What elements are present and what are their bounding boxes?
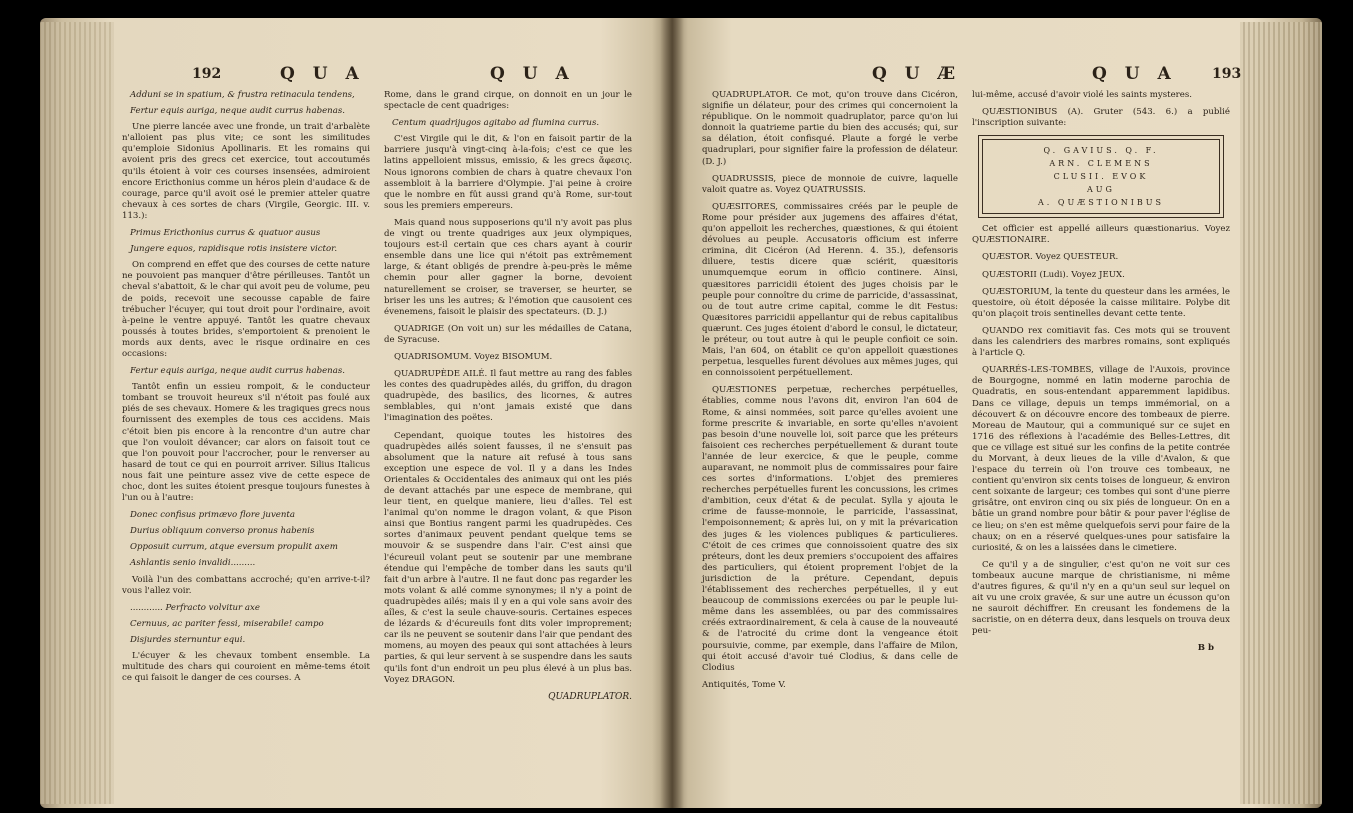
verse-line: Opposuit currum, atque eversum propulit axem bbox=[130, 542, 338, 553]
right-page-column-1 bbox=[702, 90, 958, 691]
verse-line: Fertur equis auriga, neque audit currus habenas. bbox=[130, 106, 345, 117]
paragraph: QUÆSTORII (Ludi). Voyez JEUX. bbox=[982, 269, 1125, 280]
verse-line: Durius obliquum converso pronus habenis bbox=[130, 526, 315, 537]
volume-label: Antiquités, Tome V. bbox=[702, 679, 786, 690]
page-footer bbox=[702, 680, 958, 691]
paragraph: QUÆSTOR. Voyez QUESTEUR. bbox=[982, 252, 1119, 263]
inscription-line: A. QUÆSTIONIBUS bbox=[1038, 198, 1164, 208]
verse-line: Adduni se in spatium, & frustra retinacula tendens, bbox=[130, 90, 355, 100]
page-edge-right bbox=[1240, 22, 1322, 804]
paragraph: On comprend en effet que des courses de cette nature ne pouvoient pas manquer d'être périlleuses. Tantôt un cheval s'abattoit, & le char qui avoit peu de volume, peu de poids, recevoit une secousse capable de faire trébucher l'écuyer, qui tout droit pour l'ordinaire, avoit à-peine le ventre appuyé. Tantôt les quatre chevaux poussés à toutes brides, s'emportoient & prenoient le mords aux dents, avec le risque ordinaire en ces occasions: bbox=[122, 260, 370, 359]
verse-line: Cernuus, ac pariter fessi, miserabile! campo bbox=[130, 618, 324, 629]
paragraph: Voilà l'un des combattans accroché; qu'en arrive-t-il? vous l'allez voir. bbox=[122, 574, 370, 596]
paragraph: QUADRISOMUM. Voyez BISOMUM. bbox=[394, 351, 553, 362]
inscription-line: AUG bbox=[1087, 185, 1115, 195]
inscription-box bbox=[978, 135, 1224, 218]
paragraph: QUÆSTIONES perpetuæ, recherches perpétuelles, établies, comme nous l'avons dit, environ l'an 604 de Rome, & ainsi nommées, soit parce qu'elles avoient une forme prescrite & invariable, en sorte qu'elles n'avoient pas besoin d'une nouvelle loi, soit parce que les préteurs faisoient ces recherches perpétuellement & durant toute l'année de leur exercice, & que le peuple, comme auparavant, ne nommoit plus de commissaires pour faire ces sortes d'informations. L'objet des premieres recherches perpétuelles furent les concussions, les crimes d'ambition, ceux d'état & de peculat. Sylla y ajouta le crime de fausse-monnoie, le parricide, l'assassinat, l'empoisonnement; & après lui, on y mit la prévarication des juges & les violences publiques & particulieres. C'étoit de ces crimes que connoissoient quatre des six préteurs, dont les deux premiers s'occupoient des affaires des particuliers, qui étoient proprement l'objet de la jurisdiction de la préture. Cependant, depuis l'établissement des recherches perpétuelles, il y eut beaucoup de commissions exercées ou par le peuple lui-même dans les assemblées, ou par des commissaires créés extraordinairement, & cela à cause de la nouveauté & de l'atrocité du crime dont la vengeance étoit poursuivie, comme, par exemple, dans l'affaire de Milon, qui étoit accusé d'avoir tué Clodius, & dans celle de Clodius bbox=[702, 385, 958, 673]
verse-line: Disjurdes sternuntur equi. bbox=[130, 634, 246, 645]
page-number-left: 192 bbox=[192, 66, 222, 82]
verse-line: Jungere equos, rapidisque rotis insistere victor. bbox=[130, 244, 338, 255]
verse-line: ............ Perfracto volvitur axe bbox=[130, 602, 260, 613]
paragraph: QUÆSTORIUM, la tente du questeur dans les armées, le questoire, où étoit déposée la caisse militaire. Polybe dit qu'on plaçoit trois sentinelles devant cette tente. bbox=[972, 286, 1230, 319]
verse-line: Ashlantis senio invalidi......... bbox=[130, 558, 256, 569]
paragraph: Rome, dans le grand cirque, on donnoit en un jour le spectacle de cent quadriges: bbox=[384, 90, 632, 112]
paragraph: QUANDO rex comitiavit fas. Ces mots qui se trouvent dans les calendriers des marbres romains, sont expliqués à l'article Q. bbox=[972, 325, 1230, 359]
running-header-right-col1: Q U Æ bbox=[872, 64, 962, 84]
paragraph: QUADRUPLATOR. Ce mot, qu'on trouve dans Cicéron, signifie un délateur, pour des crimes qui concernoient la république. On le nommoit quadruplator, parce qu'on lui donnoit la quatrieme partie du bien des accusés; qui, sur sa délation, étoit confisqué. Plaute a forgé le verbe quadruplari, pour signifier faire la profession de délateur. (D. J.) bbox=[702, 90, 958, 167]
paragraph: Cet officier est appellé ailleurs quæstionarius. Voyez QUÆSTIONAIRE. bbox=[972, 224, 1230, 246]
running-header-right-col2: Q U A bbox=[1092, 64, 1177, 84]
left-page-column-1 bbox=[122, 90, 370, 690]
verse-line: Primus Ericthonius currus & quatuor ausus bbox=[130, 228, 321, 239]
paragraph: Ce qu'il y a de singulier, c'est qu'on ne voit sur ces tombeaux aucune marque de christianisme, ni même d'autres figures, & qu'il n'y en a qu'un seul sur lequel on ait vu une croix gravée, & sur une autre un écusson qu'on ne sauroit déchiffrer. En creusant les fondemens de la sacristie, on en déterra deux, dans lesquels on trouva deux peu- bbox=[972, 559, 1230, 637]
right-page-column-2 bbox=[972, 90, 1230, 655]
signature-mark: B b bbox=[1197, 643, 1214, 654]
page-number-right: 193 bbox=[1212, 66, 1242, 82]
running-header-left-col1: Q U A bbox=[280, 64, 365, 84]
running-header-left-col2: Q U A bbox=[490, 64, 575, 84]
paragraph: QUÆSITORES, commissaires créés par le peuple de Rome pour présider aux jugemens des affaires d'état, qu'on appelloit les recherches, quæstiones, & qui étoient dévolues au peuple. Accusatoris officium est inferre crimina, dit Cicéron (Ad Herenn. 4. 35.), defensoris diluere, testis dicere quæ sciérit, quæsitoris unumquemque eorum in officio continere. Ainsi, quæsitores parricidii étoient des juges choisis par le peuple pour connoître du crime de parricide, d'assassinat, ou de tout autre crime capital, comme le dit Festus: Quæsitores parricidii appellantur qui de rebus capitalibus quærunt. Ces juges étoient d'abord le consul, le dictateur, le préteur, ou tout autre à qui le peuple confioit ce soin. Mais, l'an 604, on établit ce qu'on appelloit quæstiones perpetua, lesquelles furent dévolues aux mêmes juges, qui en connoissoient perpétuellement. bbox=[702, 201, 958, 379]
verse-line: Donec confisus primævo flore juventa bbox=[130, 510, 295, 521]
paragraph: QUARRÉS-LES-TOMBES, village de l'Auxois, province de Bourgogne, nommé en latin moderne parochia de Quadratis, en sous-entendant apparemment lapidibus. Dans ce village, depuis un temps immémorial, on a découvert & on découvre encore des tombeaux de pierre. Moreau de Mautour, qui a communiqué sur ce sujet en 1716 des réflexions à l'académie des Belles-Lettres, dit que ce village est situé sur les confins de la petite contrée du Morvant, à deux lieues de la ville d'Avalon, & que l'espace du terrein où l'on trouve ces tombeaux, ne contient qu'environ six cents toises de longueur, & environ cent soixante de largeur; ces tombes qui sont d'une pierre grisâtre, ont environ cinq ou six piés de longueur. On en a bâtie un grand nombre pour bâtir & pour paver l'église de ce lieu; on s'en est même quelquefois servi pour faire de la chaux; on en a réservé quelques-unes pour satisfaire la curiosité, & on les a laissées dans le cimetiere. bbox=[972, 365, 1230, 553]
paragraph: L'écuyer & les chevaux tombent ensemble. La multitude des chars qui couroient en même-tems étoit ce qui faisoit le danger de ces courses. A bbox=[122, 651, 370, 684]
paragraph: lui-même, accusé d'avoir violé les saints mysteres. bbox=[972, 90, 1193, 100]
paragraph: QUADRUPÈDE AILÉ. Il faut mettre au rang des fables les contes des quadrupèdes ailés, du griffon, du dragon quadrupède, des basilics, des licornes, & autres semblables, qui n'ont jamais existé que dans l'imagination des poëtes. bbox=[384, 369, 632, 424]
verse-line: Centum quadrijugos agitabo ad flumina currus. bbox=[392, 118, 600, 129]
book-gutter bbox=[660, 18, 684, 808]
paragraph: Une pierre lancée avec une fronde, un trait d'arbalète n'alloient pas plus vite; ce sont les similitudes qu'emploie Sidonius Apollinaris. Et les romains qui avoient pris des grecs cet exercice, tout accoutumés qu'ils étoient à voir ces courses insensées, admiroient encore Ericthonius comme un héros plein d'audace & de courage, parce qu'il avoit osé le premier atteler quatre chevaux à ces sortes de chars (Virgile, Georgic. III. v. 113.): bbox=[122, 122, 370, 221]
inscription-line: Q. GAVIUS. Q. F. bbox=[1043, 146, 1159, 156]
catchword: QUADRUPLATOR. bbox=[548, 691, 632, 702]
right-page bbox=[672, 18, 1322, 808]
left-page-column-2 bbox=[384, 90, 632, 703]
open-book bbox=[40, 18, 1322, 808]
inscription-line: ARN. CLEMENS bbox=[1049, 159, 1153, 169]
paragraph: QUADRUSSIS, piece de monnoie de cuivre, laquelle valoit quatre as. Voyez QUATRUSSIS. bbox=[702, 173, 958, 195]
verse-line: Fertur equis auriga, neque audit currus habenas. bbox=[130, 366, 345, 377]
paragraph: QUÆSTIONIBUS (A). Gruter (543. 6.) a publié l'inscription suivante: bbox=[972, 107, 1230, 129]
inscription-line: CLUSII. EVOK bbox=[1053, 172, 1149, 182]
paragraph: Tantôt enfin un essieu rompoit, & le conducteur tombant se trouvoit heureux s'il n'étoit pas foulé aux piés de ses chevaux. Homere & les tragiques grecs nous fournissent des exemples de tous ces accidens. Mais c'étoit bien pis encore à la rencontre d'un autre char que l'on vouloit dévancer; car alors on faisoit tout ce que l'on pouvoit pour l'accrocher, pour le renverser au hasard de tout ce qui en pourroit arriver. Silius Italicus nous fait une peinture assez vive de cette espece de choc, dont les suites étoient presque toujours funestes à l'un ou à l'autre: bbox=[122, 382, 370, 504]
paragraph: C'est Virgile qui le dit, & l'on en faisoit partir de la barriere jusqu'à vingt-cinq à-la-fois; c'est ce que les latins appelloient missus, emissio, & les grecs ἄφεσις. Nous ignorons combien de chars à quatre chevaux l'on assembloit à la barriere d'Olympie. J'ai peine à croire que le nombre en fût aussi grand qu'à Rome, sur-tout sous les premiers empereurs. bbox=[384, 134, 632, 211]
page-edge-left bbox=[40, 22, 114, 804]
left-page bbox=[40, 18, 672, 808]
paragraph: QUADRIGE (On voit un) sur les médailles de Catana, de Syracuse. bbox=[384, 323, 632, 345]
paragraph: Mais quand nous supposerions qu'il n'y avoit pas plus de vingt ou trente quadriges aux jeux olympiques, toujours est-il certain que ces chars ayant à courir ensemble dans une lice qui n'étoit pas extrêmement large, & étant obligés de prendre à-peu-près le même chemin pour aller gagner la borne, devoient naturellement se croiser, se traverser, se heurter, se briser les uns les autres; & l'émotion que causoient ces évenemens, faisoit le plaisir des spectateurs. (D. J.) bbox=[384, 217, 632, 317]
paragraph: Cependant, quoique toutes les histoires des quadrupèdes ailés soient fausses, il ne s'ensuit pas absolument que la nature ait refusé à tous sans exception une espece de vol. Il y a dans les Indes Orientales & Occidentales des animaux qui ont les piés de devant attachés par une espece de membrane, qui leur tient, en quelque maniere, lieu d'aîles. Tel est l'animal qu'on nomme le dragon volant, & que Pison ainsi que Bontius rangent parmi les quadrupèdes. Ces sortes d'animaux peuvent pendant quelque tems se mouvoir & se suspendre dans l'air. C'est ainsi que l'écureuil volant peut se soutenir par une membrane étendue qui l'empêche de tomber dans les sauts qu'il fait d'un arbre à l'autre. Il ne faut donc pas regarder les mots volant & ailé comme synonymes; il n'y a point de quadrupèdes ailés; mais il y en a qui vole sans avoir des aîles, & c'est la seule chauve-souris. Certaines especes de lézards & d'écureuils font dits voler improprement; car ils ne peuvent se soutenir dans l'air que pendant des momens, au moyen des peaux qui sont attachées à leurs parties, & qui leur servent à se suspendre dans les sauts qu'ils font d'un endroit un peu plus élevé à un plus bas. Voyez DRAGON. bbox=[384, 430, 632, 685]
